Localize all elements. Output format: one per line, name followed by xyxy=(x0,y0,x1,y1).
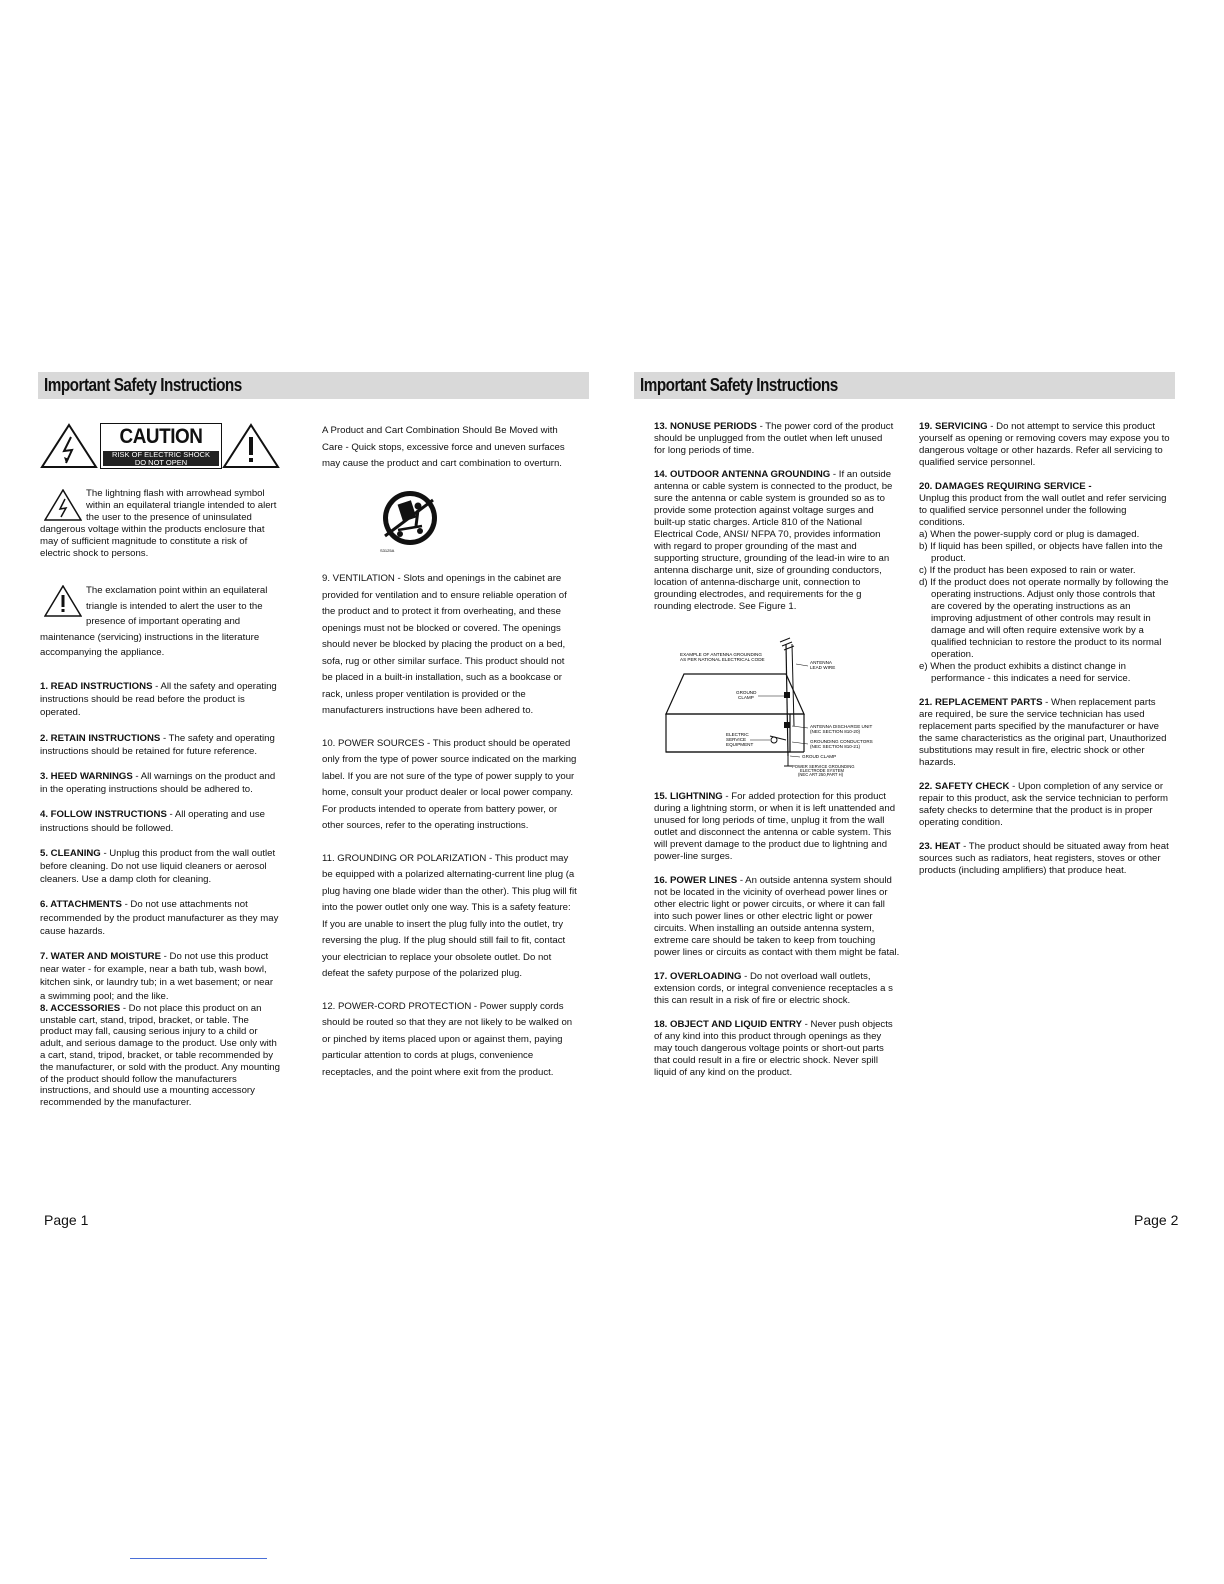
bottom-divider xyxy=(130,1558,267,1559)
item-3: 3. HEED WARNINGS - All warnings on the product and in the operating instructions should be adhered to. xyxy=(40,771,276,796)
item-20-a: a) When the power-supply cord or plug is damaged. xyxy=(919,529,1140,540)
page2-column1-bottom xyxy=(654,791,900,1091)
lightning-triangle-icon xyxy=(40,423,98,469)
page1-header-title: Important Safety Instructions xyxy=(44,375,242,395)
page2-header xyxy=(634,372,1175,399)
exclamation-explanation xyxy=(40,583,272,661)
page1-header xyxy=(38,372,589,399)
item-19: 19. SERVICING - Do not attempt to service this product yourself as opening or removing covers may expose you to dangerous voltage or other hazards. Refer all servicing to qualified service personnel. xyxy=(919,421,1170,468)
item-23: 23. HEAT - The product should be situated away from heat sources such as radiators, heat registers, stoves or other products (including amplifiers) that produce heat. xyxy=(919,841,1169,876)
cart-warning: A Product and Cart Combination Should Be Moved with Care - Quick stops, excessive force and uneven surfaces may cause the product and cart combination to overturn. xyxy=(322,425,565,469)
figure-antenna-1: ANTENNA xyxy=(810,660,832,665)
figure-title-2: AS PER NATIONAL ELECTRICAL CODE xyxy=(680,657,765,662)
figure-electric-3: EQUIPMENT xyxy=(726,742,754,747)
figure-power-1: POWER SERVICE GROUNDING xyxy=(792,764,855,769)
item-4: 4. FOLLOW INSTRUCTIONS - All operating and use instructions should be followed. xyxy=(40,809,265,834)
item-7: 7. WATER AND MOISTURE - Do not use this product near water - for example, near a bath tub, wash bowl, kitchen sink, or laundry tub; in a wet basement; or near a swimming pool; and the like. xyxy=(40,951,274,1002)
page2-number: Page 2 xyxy=(1134,1212,1179,1228)
item-17: 17. OVERLOADING - Do not overload wall outlets, extension cords, or integral convenience receptacles a s this can result in a risk of fire or electric shock. xyxy=(654,971,893,1006)
caution-line2: DO NOT OPEN xyxy=(134,457,188,467)
figure-power-2: ELECTRODE SYSTEM xyxy=(800,768,844,773)
figure-discharge-1: ANTENNA DISCHARGE UNIT xyxy=(810,724,873,729)
figure-electric-2: SERVICE xyxy=(726,737,747,742)
item-5: 5. CLEANING - Unplug this product from the wall outlet before cleaning. Do not use liquid cleaners or aerosol cleaners. Use a damp cloth for cleaning. xyxy=(40,847,276,886)
page2-header-title: Important Safety Instructions xyxy=(640,375,838,395)
item-20-title: 20. DAMAGES REQUIRING SERVICE - xyxy=(919,481,1092,492)
figure-power-3: (NEC ART 250,PART H) xyxy=(798,772,843,777)
item-21: 21. REPLACEMENT PARTS - When replacement parts are required, be sure the service technician has used replacement parts specified by the manufacturer or have the same characteristics as the original part, Unauthorized substitutions may result in fire, electric shock or other hazards. xyxy=(919,697,1167,768)
page1-column2-items xyxy=(322,571,577,1097)
item-11: 11. GROUNDING OR POLARIZATION - This product may be equipped with a polarized alternating-current line plug (a plug having one blade wider than the other). This plug will fit into the power outlet only one way. This is a safety feature: If you are unable to insert the plug fully into the outlet, try reversing the plug. If the plug should still fail to fit, contact your electrician to replace your obsolete outlet. Do not defeat the safety purpose of the polarized plug. xyxy=(322,852,577,979)
item-20-e: e) When the product exhibits a distinct change in performance - this indicates a need for service. xyxy=(919,661,1131,684)
item-16: 16. POWER LINES - An outside antenna system should not be located in the vicinity of overhead power lines or other electric light or power circuits, or where it can fall into such power lines or other electric light or power circuits. When installing an outside antenna system, extreme care should be taken to keep from touching power lines or circuits as contact with them might be fatal. xyxy=(654,875,900,958)
figure-title-1: EXAMPLE OF ANTENNA GROUNDING xyxy=(680,652,762,657)
exclamation-text: The exclamation point within an equilateral triangle is intended to alert the user to the presence of important operating and maintenance (servicing) instructions in the literature accompanying the appliance. xyxy=(40,585,268,658)
item-20-d: d) If the product does not operate normally by following the operating instructions. Adjust only those controls that are covered by the operating instructions as an improving adjustment of other controls may result in damage and will often require extensive work by a qualified technician to restore the product to its normal operation. xyxy=(919,577,1169,660)
figure-discharge-2: (NEC SECTION 810-20) xyxy=(810,729,861,734)
item-15: 15. LIGHTNING - For added protection for this product during a lightning storm, or when it is left unattended and unused for long periods of time, unplug it from the wall outlet and disconnect the antenna or cable system. This will prevent damage to the product due to lightning and power-line surges. xyxy=(654,791,896,862)
item-20-b: b) If liquid has been spilled, or objects have fallen into the product. xyxy=(919,541,1163,564)
page2-column1-top xyxy=(654,421,896,625)
figure-conductors-1: GROUNDING CONDUCTORS xyxy=(810,739,873,744)
page1-number: Page 1 xyxy=(44,1212,89,1228)
figure-electric-1: ELECTRIC xyxy=(726,732,749,737)
item-2: 2. RETAIN INSTRUCTIONS - The safety and operating instructions should be retained for future reference. xyxy=(40,732,275,757)
exclamation-triangle-icon xyxy=(222,423,280,469)
figure-antenna-2: LEAD WIRE xyxy=(810,665,836,670)
cart-tipping-icon xyxy=(378,490,438,554)
item-18: 18. OBJECT AND LIQUID ENTRY - Never push objects of any kind into this product through openings as they may touch dangerous voltage points or short-out parts that could result in a fire or electric shock. Never spill liquid of any kind on the product. xyxy=(654,1019,893,1078)
item-20-intro: Unplug this product from the wall outlet and refer servicing to qualified service personnel under the following conditions. xyxy=(919,493,1167,528)
item-14: 14. OUTDOOR ANTENNA GROUNDING - If an outside antenna or cable system is connected to the product, be sure the antenna or cable system is grounded so as to provide some protection against voltage surges and built-up static charges. Article 810 of the National Electrical Code, ANSI/ NFPA 70, provides information with regard to proper grounding of the mast and supporting structure, grounding of the lead-in wire to an antenna discharge unit, size of grounding conductors, location of antenna-discharge unit, connection to grounding electrodes, and requirements for the g rounding electrode. See Figure 1. xyxy=(654,469,893,612)
item-22: 22. SAFETY CHECK - Upon completion of any service or repair to this product, ask the service technician to perform safety checks to determine that the product is in proper operating condition. xyxy=(919,781,1169,828)
figure-groud-clamp: GROUD CLAMP xyxy=(802,754,837,759)
page2-column2 xyxy=(919,421,1171,889)
lightning-text: The lightning flash with arrowhead symbol within an equilateral triangle intended to alert the user to the presence of uninsulated dangerous voltage within the products enclosure that may of sufficient magnitude to constitute a risk of electric shock to persons. xyxy=(40,488,277,559)
item-9: 9. VENTILATION - Slots and openings in the cabinet are provided for ventilation and to ensure reliable operation of the product and to protect it from overheating, and these openings must not be blocked or covered. The openings should never be blocked by placing the product on a bed, sofa, rug or other similar surface. This product should not be placed in a built-in installation, such as a bookcase or rack, unless proper ventilation is provided or the manufacturers instructions have been adhered to. xyxy=(322,573,567,716)
item-13: 13. NONUSE PERIODS - The power cord of the product should be unplugged from the outlet when left unused for long periods of time. xyxy=(654,421,894,456)
item-1: 1. READ INSTRUCTIONS - All the safety and operating instructions should be read before the product is operated. xyxy=(40,681,277,719)
item-6: 6. ATTACHMENTS - Do not use attachments not recommended by the product manufacturer as they may cause hazards. xyxy=(40,899,279,937)
page1-column2 xyxy=(322,423,577,477)
item-20-c: c) If the product has been exposed to rain or water. xyxy=(919,565,1136,576)
page1-column1-items xyxy=(40,680,280,1121)
antenna-grounding-figure xyxy=(660,636,900,778)
item-8: 8. ACCESSORIES - Do not place this product on an unstable cart, stand, tripod, bracket, or table. The product may fall, causing serious injury to a child or adult, and serious damage to the product. Use only with a cart, stand, tripod, bracket, or table recommended by the manufacturer, or sold with the product. Any mounting of the product should follow the manufacturers instructions, and should use a mounting accessory recommended by the manufacturer. xyxy=(40,1002,280,1109)
figure-ground-clamp-1: GROUND xyxy=(736,690,757,695)
item-12: 12. POWER-CORD PROTECTION - Power supply cords should be routed so that they are not likely to be walked on or pinched by items placed upon or against them, paying particular attention to cords at plugs, convenience receptacles, and the point where exit from the product. xyxy=(322,1000,573,1078)
caution-title: CAUTION xyxy=(119,425,203,448)
svg-text:S3125A: S3125A xyxy=(380,548,395,553)
caution-label xyxy=(100,423,222,469)
item-10: 10. POWER SOURCES - This product should be operated only from the type of power source indicated on the marking label. If you are not sure of the type of power supply to your home, consult your product dealer or local power company. For products intended to operate from battery power, or other sources, refer to the operating instructions. xyxy=(322,737,577,831)
caution-strip xyxy=(103,451,219,466)
figure-ground-clamp-2: CLAMP xyxy=(738,695,754,700)
caution-line1: RISK OF ELECTRIC SHOCK xyxy=(112,450,210,459)
lightning-explanation xyxy=(40,488,280,560)
figure-conductors-2: (NEC SECTION 810-21) xyxy=(810,744,861,749)
